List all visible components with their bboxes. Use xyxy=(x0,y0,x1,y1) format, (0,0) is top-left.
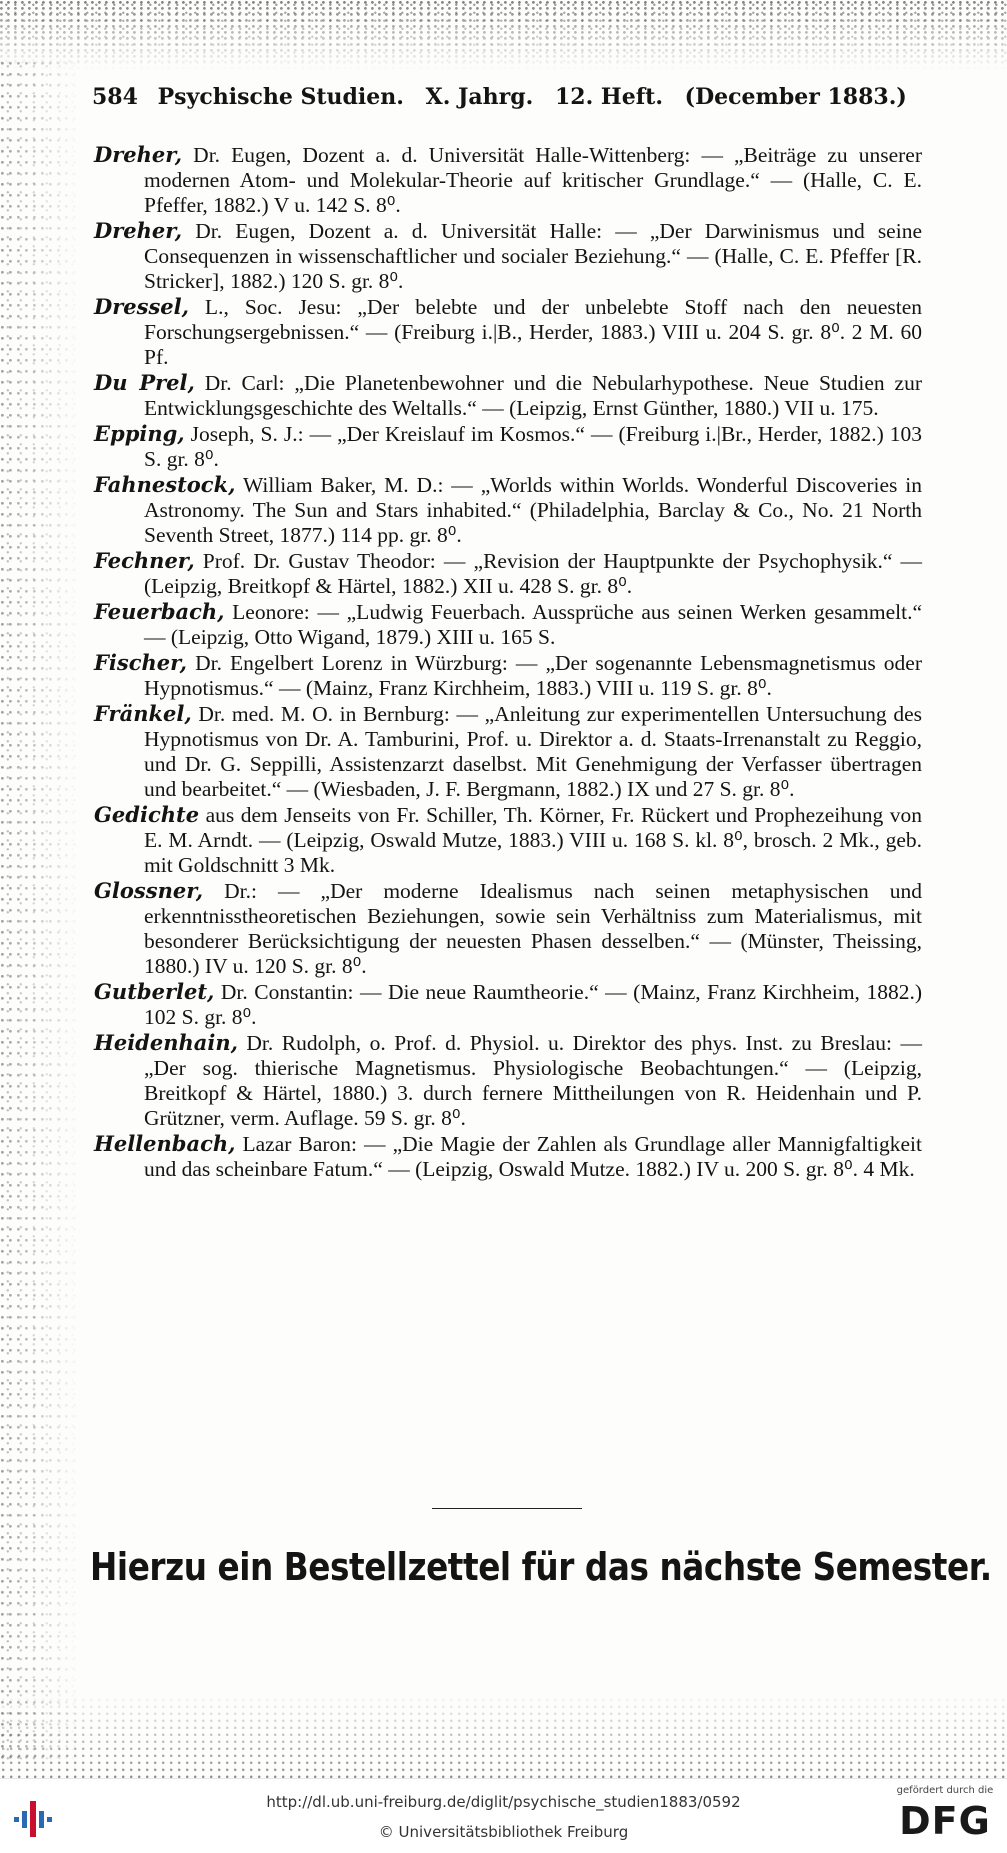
journal-year: X. Jahrg. xyxy=(425,84,534,110)
entry-author: Dreher, xyxy=(94,218,183,243)
section-divider xyxy=(432,1508,582,1509)
entry-author: Hellenbach, xyxy=(94,1131,236,1156)
copyright-text: © Universitätsbibliothek Freiburg xyxy=(378,1823,629,1841)
entry-author: Fränkel, xyxy=(94,701,192,726)
bibliography-entry xyxy=(94,802,922,878)
scan-noise-bottom xyxy=(0,1690,1007,1778)
entry-text: Dr. Constantin: — Die neue Raumtheorie.“ — (Mainz, Franz Kirchheim, 1882.) 102 S. gr. 8⁰. xyxy=(144,980,922,1029)
source-url-link[interactable]: http://dl.ub.uni-freiburg.de/diglit/psychische_studien1883/0592 xyxy=(266,1793,741,1811)
entry-text: Dr. Eugen, Dozent a. d. Universität Halle: — „Der Darwinismus und seine Consequenzen in wissenschaftlicher und socialer Beziehung.“ — (Halle, C. E. Pfeffer [R. Stricker], 1882.) 120 S. gr. 8⁰. xyxy=(144,219,922,293)
journal-issue: 12. Heft. xyxy=(554,84,663,110)
entry-author: Dressel, xyxy=(94,294,189,319)
entry-text: Dr. Carl: „Die Planetenbewohner und die Nebularhypothese. Neue Studien zur Entwicklungsgeschichte des Weltalls.“ — (Leipzig, Ernst Günther, 1880.) VII u. 175. xyxy=(144,371,923,420)
bibliography-entry xyxy=(94,548,922,599)
bibliography-entry xyxy=(94,294,922,370)
order-form-notice: Hierzu ein Bestellzettel für das nächste Semester. xyxy=(90,1545,992,1589)
bibliography-list xyxy=(94,142,922,1182)
entry-author: Gedichte xyxy=(94,802,200,827)
scan-noise-top xyxy=(0,0,1007,70)
bibliography-entry xyxy=(94,599,922,650)
bibliography-entry xyxy=(94,979,922,1030)
entry-text: aus dem Jenseits von Fr. Schiller, Th. Körner, Fr. Rückert und Prophezeihung von E. M. Arndt. — (Leipzig, Oswald Mutze, 1883.) VIII u. 168 S. kl. 8⁰, brosch. 2 Mk., geb. mit Goldschnitt 3 Mk. xyxy=(144,803,922,877)
entry-text: Prof. Dr. Gustav Theodor: — „Revision der Hauptpunkte der Psychophysik.“ — (Leipzig, Breitkopf & Härtel, 1882.) XII u. 428 S. gr. 8⁰. xyxy=(144,549,922,598)
entry-text: William Baker, M. D.: — „Worlds within Worlds. Wonderful Discoveries in Astronomy. The Sun and Stars inhabited.“ (Philadelphia, Barclay & Co., No. 21 North Seventh Street, 1877.) 114 pp. gr. 8⁰. xyxy=(144,473,922,547)
bibliography-entry xyxy=(94,701,922,802)
bibliography-entry xyxy=(94,218,922,294)
dfg-logo[interactable]: DFG xyxy=(899,1799,991,1843)
entry-text: Dr. Engelbert Lorenz in Würzburg: — „Der sogenannte Lebensmagnetismus oder Hypnotismus.“ — (Mainz, Franz Kirchheim, 1883.) VIII u. 119 S. gr. 8⁰. xyxy=(144,651,922,700)
entry-text: Dr.: — „Der moderne Idealismus nach seinen metaphysischen und erkenntnisstheoretischen Beziehungen, sowie sein Verhältniss zum Materialismus, mit besonderer Berücksichtigung der neuesten Phasen desselben.“ — (Münster, Theissing, 1880.) IV u. 120 S. gr. 8⁰. xyxy=(144,879,922,978)
entry-text: Dr. Eugen, Dozent a. d. Universität Halle-Wittenberg: — „Beiträge zu unserer modernen Atom- und Molekular-Theorie auf kritischer Grundlage.“ — (Halle, C. E. Pfeffer, 1882.) V u. 142 S. 8⁰. xyxy=(144,143,922,217)
entry-author: Epping, xyxy=(94,421,185,446)
entry-text: Dr. med. M. O. in Bernburg: — „Anleitung zur experimentellen Untersuchung des Hypnotismus von Dr. A. Tamburini, Prof. u. Direktor a. d. Staats-Irrenanstalt zu Reggio, und Dr. G. Seppilli, Assistenzarzt daselbst. Mit Genehmigung der Verfasser übertragen und bearbeitet.“ — (Wiesbaden, J. F. Bergmann, 1882.) IX und 27 S. gr. 8⁰. xyxy=(144,702,922,801)
running-header xyxy=(92,84,922,110)
bibliography-entry xyxy=(94,1131,922,1182)
entry-text: Lazar Baron: — „Die Magie der Zahlen als Grundlage aller Mannigfaltigkeit und das scheinbare Fatum.“ — (Leipzig, Oswald Mutze. 1882.) IV u. 200 S. gr. 8⁰. 4 Mk. xyxy=(144,1132,922,1181)
entry-text: Dr. Rudolph, o. Prof. d. Physiol. u. Direktor des phys. Inst. zu Breslau: — „Der sog. thierische Magnetismus. Physiologische Beobachtungen.“ — (Leipzig, Breitkopf & Härtel, 1880.) 3. durch fernere Mittheilungen von R. Heidenhain und P. Grützner, verm. Auflage. 59 S. gr. 8⁰. xyxy=(144,1031,922,1130)
scan-noise-left xyxy=(0,60,80,1760)
bibliography-entry xyxy=(94,878,922,979)
entry-text: L., Soc. Jesu: „Der belebte und der unbelebte Stoff nach den neuesten Forschungsergebnissen.“ — (Freiburg i.|B., Herder, 1883.) VIII u. 204 S. gr. 8⁰. 2 M. 60 Pf. xyxy=(144,295,922,369)
bibliography-entry xyxy=(94,472,922,548)
entry-author: Fischer, xyxy=(94,650,187,675)
funding-note: gefördert durch die xyxy=(896,1785,994,1796)
entry-author: Glossner, xyxy=(94,878,204,903)
bibliography-entry xyxy=(94,1030,922,1131)
journal-title: Psychische Studien. xyxy=(157,84,404,110)
entry-author: Dreher, xyxy=(94,142,183,167)
bibliography-entry xyxy=(94,650,922,701)
bibliography-entry xyxy=(94,142,922,218)
entry-author: Du Prel, xyxy=(94,370,195,395)
bibliography-entry xyxy=(94,421,922,472)
bibliography-entry xyxy=(94,370,922,421)
viewer-footer xyxy=(0,1778,1007,1853)
journal-date: (December 1883.) xyxy=(684,84,907,110)
page-number: 584 xyxy=(92,84,138,110)
entry-author: Heidenhain, xyxy=(94,1030,238,1055)
entry-author: Feuerbach, xyxy=(94,599,225,624)
entry-author: Fechner, xyxy=(94,548,195,573)
entry-text: Leonore: — „Ludwig Feuerbach. Aussprüche aus seinen Werken gesammelt.“ — (Leipzig, Otto Wigand, 1879.) XIII u. 165 S. xyxy=(144,600,922,649)
entry-text: Joseph, S. J.: — „Der Kreislauf im Kosmos.“ — (Freiburg i.|Br., Herder, 1882.) 103 S. gr. 8⁰. xyxy=(144,422,922,471)
entry-author: Gutberlet, xyxy=(94,979,215,1004)
entry-author: Fahnestock, xyxy=(94,472,236,497)
